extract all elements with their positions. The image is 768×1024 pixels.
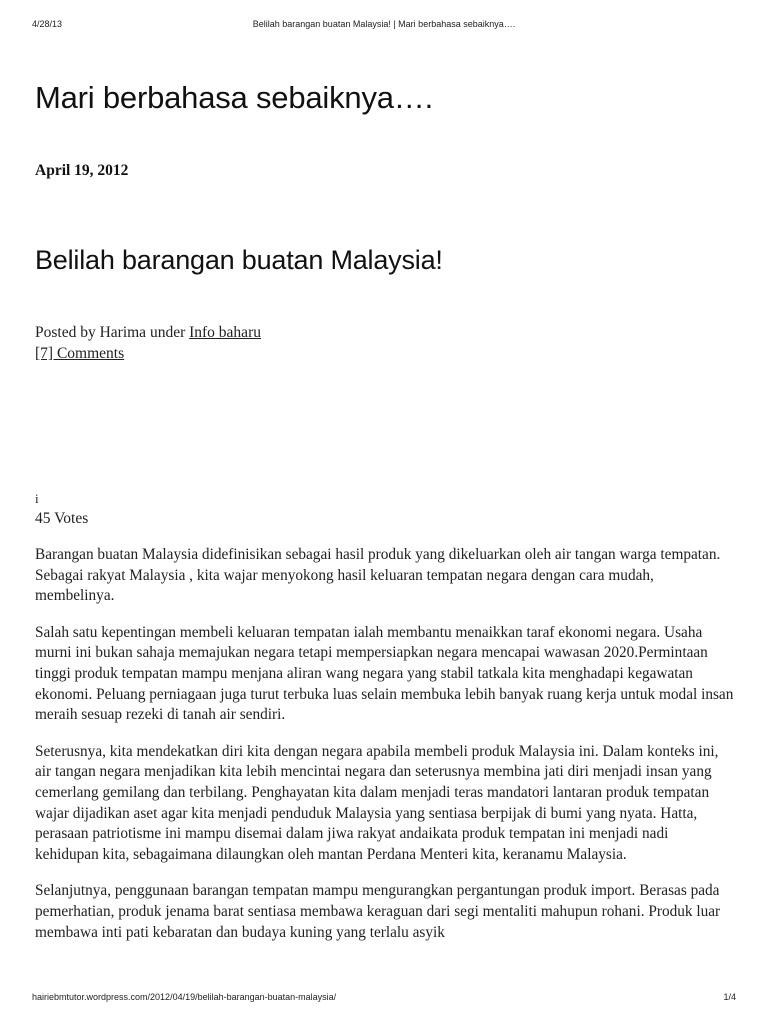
content-paragraph: Salah satu kepentingan membeli keluaran tempatan ialah membantu menaikkan taraf ekonomi negara. Usaha murni ini bukan sahaja memajukan negara tetapi mempersiapkan negara mencapai wawasan 2020.Permintaan tinggi produk tempatan mampu menjana aliran wang negara yang stabil tatkala kita menghadapi kegawatan ekonomi. Peluang perniagaan juga turut terbuka luas selain membuka lebih banyak ruang kerja untuk modal insan meraih sesuap rezeki di tanah air sendiri.: [35, 623, 734, 724]
print-page-title: Belilah barangan buatan Malaysia! | Mari berbahasa sebaiknya….: [252, 19, 516, 29]
content-paragraph: Seterusnya, kita mendekatkan diri kita dengan negara apabila membeli produk Malaysia ini. Dalam konteks ini, air tangan negara menjadikan kita lebih mencintai negara dan seterusnya membina jati diri menjadi insan yang cemerlang gemilang dan terbilang. Penghayatan kita dalam menjadi teras mandatori lantaran produk tempatan wajar dijadikan aset agar kita menjadi penduduk Malaysia yang sentiasa berpijak di bumi yang nyata. Hatta, perasaan patriotisme ini mampu disemai dalam jiwa rakyat andaikata produk tempatan ini menjadi nadi kehidupan kita, sebagaimana dilaungkan oleh mantan Perdana Menteri kita, keranamu Malaysia.: [35, 742, 719, 863]
comments-link[interactable]: [7] Comments: [35, 345, 125, 362]
content-paragraph: Barangan buatan Malaysia didefinisikan sebagai hasil produk yang dikeluarkan oleh air tangan warga tempatan. Sebagai rakyat Malaysia , kita wajar menyokong hasil keluaran tempatan negara dengan cara mudah, membelinya.: [35, 546, 721, 605]
post-meta: [35, 322, 261, 364]
print-url: hairiebmtutor.wordpress.com/2012/04/19/belilah-barangan-buatan-malaysia/: [32, 992, 337, 1002]
print-date: 4/28/13: [32, 19, 63, 29]
print-footer: [32, 992, 736, 1006]
post-title[interactable]: Belilah barangan buatan Malaysia!: [35, 245, 443, 275]
rating-widget: [35, 489, 88, 529]
post-content: [35, 545, 735, 959]
post-date: April 19, 2012: [35, 162, 129, 179]
comments-line: [35, 343, 261, 364]
rating-icon[interactable]: i: [35, 491, 39, 506]
posted-by-text: Posted by Harima under: [35, 324, 190, 341]
category-link[interactable]: Info baharu: [189, 324, 261, 341]
site-title[interactable]: Mari berbahasa sebaiknya….: [35, 80, 434, 115]
posted-by-line: [35, 322, 261, 343]
content-paragraph: Selanjutnya, penggunaan barangan tempatan mampu mengurangkan pergantungan produk import. Berasas pada pemerhatian, produk jenama barat sentiasa membawa keraguan dari segi mentaliti mahupun rohani. Produk luar membawa inti pati kebaratan dan budaya kuning yang terlalu asyik: [35, 882, 721, 941]
votes-count: 45 Votes: [35, 510, 89, 527]
page-number: 1/4: [723, 992, 736, 1002]
